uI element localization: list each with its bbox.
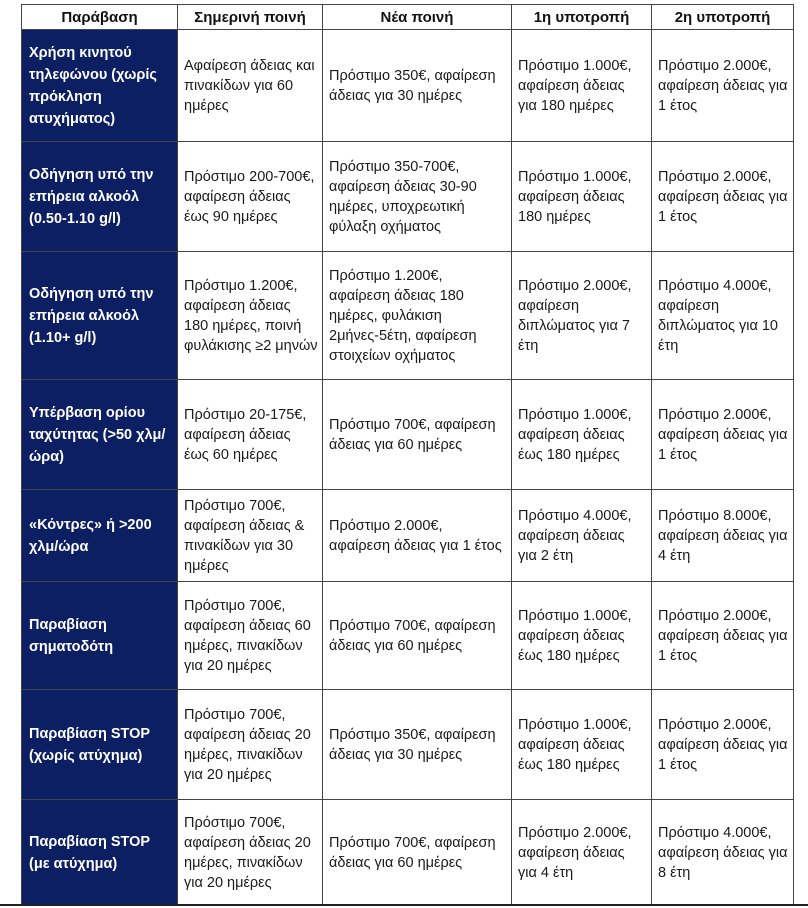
violation-cell: «Κόντρες» ή >200 χλμ/ώρα: [22, 490, 178, 582]
table-row: [22, 490, 794, 582]
second-recurrence-cell: Πρόστιμο 4.000€, αφαίρεση διπλώματος για 10 έτη: [652, 252, 794, 380]
header-first-recurrence: 1η υποτροπή: [512, 5, 652, 30]
first-recurrence-cell: Πρόστιμο 1.000€, αφαίρεση άδειας 180 ημέρες: [512, 142, 652, 252]
table-header-row: [22, 5, 794, 30]
current-penalty-cell: Πρόστιμο 20-175€, αφαίρεση άδειας έως 60 ημέρες: [178, 380, 323, 490]
second-recurrence-cell: Πρόστιμο 2.000€, αφαίρεση άδειας για 1 έτος: [652, 30, 794, 142]
table-row: [22, 380, 794, 490]
table-row: [22, 800, 794, 906]
new-penalty-cell: Πρόστιμο 2.000€, αφαίρεση άδειας για 1 έτος: [323, 490, 512, 582]
new-penalty-cell: Πρόστιμο 350€, αφαίρεση άδειας για 30 ημέρες: [323, 30, 512, 142]
second-recurrence-cell: Πρόστιμο 2.000€, αφαίρεση άδειας για 1 έτος: [652, 380, 794, 490]
penalties-table: [21, 4, 794, 906]
new-penalty-cell: Πρόστιμο 700€, αφαίρεση άδειας για 60 ημέρες: [323, 800, 512, 906]
violation-cell: Παραβίαση STOP (με ατύχημα): [22, 800, 178, 906]
current-penalty-cell: Πρόστιμο 200-700€, αφαίρεση άδειας έως 90 ημέρες: [178, 142, 323, 252]
second-recurrence-cell: Πρόστιμο 8.000€, αφαίρεση άδειας για 4 έτη: [652, 490, 794, 582]
second-recurrence-cell: Πρόστιμο 2.000€, αφαίρεση άδειας για 1 έτος: [652, 142, 794, 252]
violation-cell: Οδήγηση υπό την επήρεια αλκοόλ (0.50-1.10 g/l): [22, 142, 178, 252]
page-bottom-border: [0, 904, 808, 906]
current-penalty-cell: Πρόστιμο 700€, αφαίρεση άδειας & πινακίδων για 30 ημέρες: [178, 490, 323, 582]
new-penalty-cell: Πρόστιμο 350-700€, αφαίρεση άδειας 30-90 ημέρες, υποχρεωτική φύλαξη οχήματος: [323, 142, 512, 252]
table-row: [22, 252, 794, 380]
table-row: [22, 30, 794, 142]
violation-cell: Παραβίαση σηματοδότη: [22, 582, 178, 690]
table-row: [22, 690, 794, 800]
new-penalty-cell: Πρόστιμο 1.200€, αφαίρεση άδειας 180 ημέρες, φυλάκιση 2μήνες-5έτη, αφαίρεση στοιχείων οχήματος: [323, 252, 512, 380]
violation-cell: Οδήγηση υπό την επήρεια αλκοόλ (1.10+ g/l): [22, 252, 178, 380]
table-row: [22, 142, 794, 252]
current-penalty-cell: Πρόστιμο 700€, αφαίρεση άδειας 60 ημέρες, πινακίδων για 20 ημέρες: [178, 582, 323, 690]
header-new-penalty: Νέα ποινή: [323, 5, 512, 30]
new-penalty-cell: Πρόστιμο 350€, αφαίρεση άδειας για 30 ημέρες: [323, 690, 512, 800]
first-recurrence-cell: Πρόστιμο 4.000€, αφαίρεση άδειας για 2 έτη: [512, 490, 652, 582]
header-current-penalty: Σημερινή ποινή: [178, 5, 323, 30]
new-penalty-cell: Πρόστιμο 700€, αφαίρεση άδειας για 60 ημέρες: [323, 582, 512, 690]
first-recurrence-cell: Πρόστιμο 1.000€, αφαίρεση άδειας έως 180 ημέρες: [512, 582, 652, 690]
violation-cell: Χρήση κινητού τηλεφώνου (χωρίς πρόκληση ατυχήματος): [22, 30, 178, 142]
second-recurrence-cell: Πρόστιμο 2.000€, αφαίρεση άδειας για 1 έτος: [652, 690, 794, 800]
header-second-recurrence: 2η υποτροπή: [652, 5, 794, 30]
current-penalty-cell: Πρόστιμο 700€, αφαίρεση άδειας 20 ημέρες, πινακίδων για 20 ημέρες: [178, 800, 323, 906]
current-penalty-cell: Πρόστιμο 1.200€, αφαίρεση άδειας 180 ημέρες, ποινή φυλάκισης ≥2 μηνών: [178, 252, 323, 380]
violation-cell: Παραβίαση STOP (χωρίς ατύχημα): [22, 690, 178, 800]
second-recurrence-cell: Πρόστιμο 2.000€, αφαίρεση άδειας για 1 έτος: [652, 582, 794, 690]
table-row: [22, 582, 794, 690]
first-recurrence-cell: Πρόστιμο 2.000€, αφαίρεση άδειας για 4 έτη: [512, 800, 652, 906]
first-recurrence-cell: Πρόστιμο 1.000€, αφαίρεση άδειας έως 180 ημέρες: [512, 690, 652, 800]
current-penalty-cell: Πρόστιμο 700€, αφαίρεση άδειας 20 ημέρες, πινακίδων για 20 ημέρες: [178, 690, 323, 800]
violation-cell: Υπέρβαση ορίου ταχύτητας (>50 χλμ/ώρα): [22, 380, 178, 490]
header-violation: Παράβαση: [22, 5, 178, 30]
first-recurrence-cell: Πρόστιμο 2.000€, αφαίρεση διπλώματος για 7 έτη: [512, 252, 652, 380]
new-penalty-cell: Πρόστιμο 700€, αφαίρεση άδειας για 60 ημέρες: [323, 380, 512, 490]
first-recurrence-cell: Πρόστιμο 1.000€, αφαίρεση άδειας έως 180 ημέρες: [512, 380, 652, 490]
current-penalty-cell: Αφαίρεση άδειας και πινακίδων για 60 ημέρες: [178, 30, 323, 142]
second-recurrence-cell: Πρόστιμο 4.000€, αφαίρεση άδειας για 8 έτη: [652, 800, 794, 906]
first-recurrence-cell: Πρόστιμο 1.000€, αφαίρεση άδειας για 180 ημέρες: [512, 30, 652, 142]
